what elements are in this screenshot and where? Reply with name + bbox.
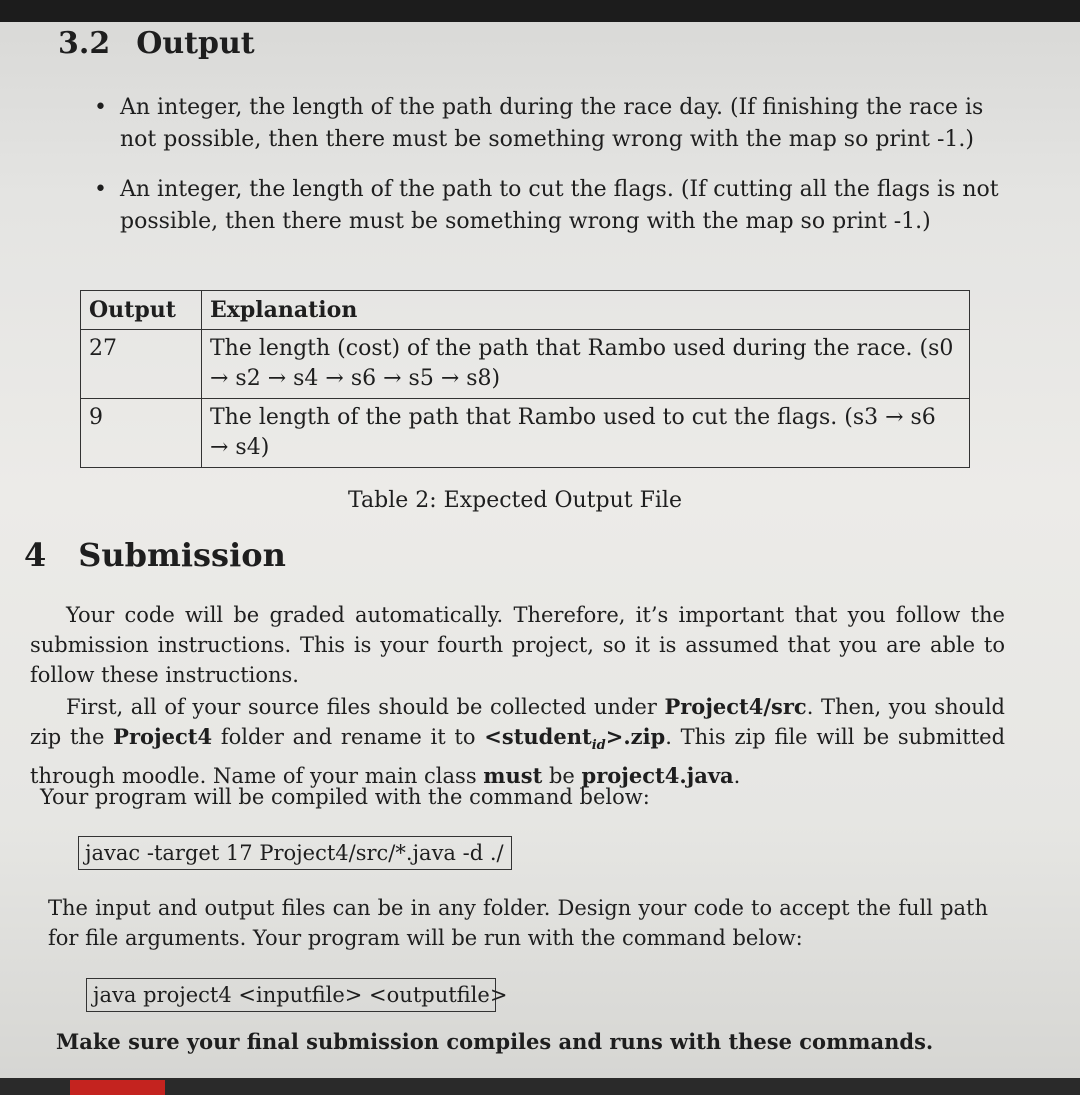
section-heading-output: [58, 26, 255, 61]
section-title: Output: [136, 26, 255, 61]
compile-command-box: javac -target 17 Project4/src/*.java -d ./: [78, 836, 512, 870]
bullet-item: [90, 92, 1010, 156]
section-number: 4: [24, 536, 47, 574]
cell-explanation: The length of the path that Rambo used to cut the flags. (s3 → s6 → s4): [202, 399, 970, 468]
bullet-text: An integer, the length of the path during the race day. (If finishing the race is not possible, then there must be something wrong with the map so print -1.): [120, 95, 984, 152]
table-header-row: [81, 291, 970, 330]
zip-name-prefix: <student: [484, 724, 592, 749]
run-command-box: java project4 <inputfile> <outputfile>: [86, 978, 496, 1012]
red-tab: [70, 1080, 165, 1095]
folder-project4: Project4: [113, 724, 213, 749]
table-caption: Table 2: Expected Output File: [348, 488, 682, 513]
section-title: Submission: [78, 536, 286, 574]
bullet-dot-icon: •: [94, 177, 107, 202]
bottom-edge: [0, 1078, 1080, 1095]
text-run: . This zip file will be submitted through moodle. Name of your main class: [30, 725, 1006, 789]
text-run: folder and rename it to: [212, 725, 485, 749]
bullet-text: An integer, the length of the path to cut the flags. (If cutting all the flags is not possible, then there must be something wrong with the map so print -1.): [120, 177, 999, 234]
cell-output: 27: [81, 330, 202, 399]
column-header-output: Output: [81, 291, 202, 330]
paragraph-source-files: [30, 692, 1005, 791]
emphasis-must: must: [483, 763, 543, 789]
text-run: First, all of your source files should be collected under: [66, 695, 665, 719]
paragraph-graded-automatically: Your code will be graded automatically. Therefore, it’s important that you follow the submission instructions. This is your fourth project, so it is assumed that you are able to follow these instructions.: [30, 603, 1005, 687]
bullet-dot-icon: •: [94, 95, 107, 120]
table-row: [81, 330, 970, 399]
paragraph-run-intro: The input and output files can be in any folder. Design your code to accept the full path for file arguments. Your program will be run with the command below:: [48, 896, 988, 950]
bullet-item: [90, 174, 1010, 238]
path-project4-src: Project4/src: [664, 694, 807, 719]
paragraph-compile-intro: Your program will be compiled with the command below:: [40, 785, 650, 809]
text-run: .: [733, 764, 741, 789]
cell-output: 9: [81, 399, 202, 468]
top-edge: [0, 0, 1080, 22]
zip-name-suffix: >.zip: [605, 724, 666, 749]
column-header-explanation: Explanation: [202, 291, 970, 330]
text-run: be: [542, 764, 582, 789]
paragraph-final-note: Make sure your final submission compiles and runs with these commands.: [56, 1029, 934, 1054]
text-run: . Then, you should zip the: [30, 695, 1005, 749]
output-bullet-list: [90, 92, 1010, 256]
main-class-name: project4.java: [581, 763, 734, 789]
section-heading-submission: [24, 536, 286, 574]
table-row: [81, 399, 970, 468]
expected-output-table: [80, 290, 970, 468]
cell-explanation: The length (cost) of the path that Rambo used during the race. (s0 → s2 → s4 → s6 → s5 → s8): [202, 330, 970, 399]
section-number: 3.2: [58, 26, 111, 61]
zip-name-subscript: id: [591, 738, 606, 754]
zip-name: [484, 724, 666, 754]
